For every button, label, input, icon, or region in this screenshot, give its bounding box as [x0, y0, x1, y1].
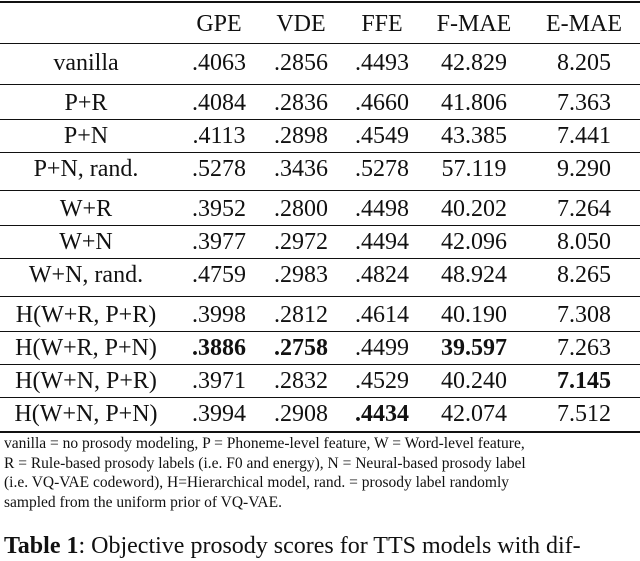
vde-value: .2812 — [274, 302, 328, 328]
gpe-value: .4113 — [192, 123, 246, 149]
vde-value: .2758 — [274, 335, 328, 361]
f-mae-value: 42.829 — [441, 50, 507, 76]
table-row — [0, 152, 640, 186]
header-e-mae: E-MAE — [546, 11, 622, 37]
vde-value: .2800 — [274, 196, 328, 222]
caption-text: : Objective prosody scores for TTS models with dif- — [78, 533, 581, 559]
header-rule — [0, 43, 640, 44]
e-mae-value: 8.205 — [557, 50, 611, 76]
header-f-mae: F-MAE — [436, 11, 512, 37]
table-row — [0, 331, 640, 365]
ffe-value: .4498 — [355, 196, 409, 222]
table-caption — [4, 531, 640, 561]
footnote-line: R = Rule-based prosody labels (i.e. F0 and energy), N = Neural-based prosody label — [4, 454, 526, 472]
table-row — [0, 192, 640, 226]
vde-value: .2898 — [274, 123, 328, 149]
model-name: P+N — [63, 123, 109, 149]
e-mae-value: 8.050 — [557, 229, 611, 255]
f-mae-value: 42.074 — [441, 401, 507, 427]
gpe-value: .4759 — [192, 262, 246, 288]
table-row — [0, 258, 640, 292]
group-rule — [0, 84, 640, 85]
e-mae-value: 7.512 — [557, 401, 611, 427]
ffe-value: .4494 — [355, 229, 409, 255]
footnote-line: (i.e. VQ-VAE codeword), H=Hierarchical model, rand. = prosody label randomly — [4, 474, 510, 491]
model-name: P+R — [64, 90, 108, 116]
f-mae-value: 42.096 — [441, 229, 507, 255]
table-footnote — [4, 434, 640, 512]
gpe-value: .3994 — [192, 401, 246, 427]
ffe-value: .4493 — [355, 50, 409, 76]
table-row — [0, 225, 640, 259]
f-mae-value: 40.190 — [441, 302, 507, 328]
f-mae-value: 41.806 — [441, 90, 507, 116]
vde-value: .2836 — [274, 90, 328, 116]
ffe-value: .4434 — [355, 401, 409, 427]
table-row — [0, 397, 640, 431]
model-name: H(W+N, P+N) — [14, 401, 158, 427]
model-name: H(W+R, P+N) — [15, 335, 157, 361]
footnote-line: vanilla = no prosody modeling, P = Phoneme-level feature, W = Word-level feature, — [4, 435, 525, 452]
ffe-value: .4660 — [355, 90, 409, 116]
table-row — [0, 119, 640, 153]
ffe-value: .4614 — [355, 302, 409, 328]
f-mae-value: 57.119 — [441, 156, 507, 182]
group-rule — [0, 190, 640, 191]
header-vde: VDE — [276, 11, 326, 37]
gpe-value: .3886 — [192, 335, 246, 361]
vde-value: .2832 — [274, 368, 328, 394]
f-mae-value: 40.202 — [441, 196, 507, 222]
table-row — [0, 364, 640, 398]
ffe-value: .4824 — [355, 262, 409, 288]
gpe-value: .3952 — [192, 196, 246, 222]
table-row — [0, 46, 640, 80]
table-header-row — [0, 7, 640, 41]
gpe-value: .3998 — [192, 302, 246, 328]
gpe-value: .4084 — [192, 90, 246, 116]
f-mae-value: 48.924 — [441, 262, 507, 288]
model-name: P+N, rand. — [33, 156, 139, 182]
vde-value: .2908 — [274, 401, 328, 427]
vde-value: .2972 — [274, 229, 328, 255]
model-name: vanilla — [53, 50, 119, 76]
e-mae-value: 7.145 — [557, 368, 611, 394]
ffe-value: .4529 — [355, 368, 409, 394]
vde-value: .3436 — [274, 156, 328, 182]
header-gpe: GPE — [196, 11, 242, 37]
model-name: H(W+R, P+R) — [15, 302, 157, 328]
gpe-value: .5278 — [192, 156, 246, 182]
header-ffe: FFE — [361, 11, 403, 37]
model-name: W+N — [59, 229, 113, 255]
e-mae-value: 8.265 — [557, 262, 611, 288]
vde-value: .2856 — [274, 50, 328, 76]
e-mae-value: 7.264 — [557, 196, 611, 222]
e-mae-value: 7.363 — [557, 90, 611, 116]
model-name: H(W+N, P+R) — [15, 368, 157, 394]
f-mae-value: 43.385 — [441, 123, 507, 149]
table-bottom-rule — [0, 431, 640, 433]
model-name: W+R — [59, 196, 113, 222]
model-name: W+N, rand. — [28, 262, 144, 288]
f-mae-value: 40.240 — [441, 368, 507, 394]
gpe-value: .3977 — [192, 229, 246, 255]
e-mae-value: 7.308 — [557, 302, 611, 328]
gpe-value: .3971 — [192, 368, 246, 394]
vde-value: .2983 — [274, 262, 328, 288]
table-row — [0, 86, 640, 120]
e-mae-value: 7.441 — [557, 123, 611, 149]
e-mae-value: 7.263 — [557, 335, 611, 361]
group-rule — [0, 296, 640, 297]
f-mae-value: 39.597 — [441, 335, 507, 361]
table-top-rule — [0, 1, 640, 3]
caption-label: Table 1 — [4, 533, 79, 559]
ffe-value: .5278 — [355, 156, 409, 182]
table-row — [0, 298, 640, 332]
gpe-value: .4063 — [192, 50, 246, 76]
e-mae-value: 9.290 — [557, 156, 611, 182]
footnote-line: sampled from the uniform prior of VQ-VAE. — [4, 493, 282, 511]
ffe-value: .4499 — [355, 335, 409, 361]
ffe-value: .4549 — [355, 123, 409, 149]
